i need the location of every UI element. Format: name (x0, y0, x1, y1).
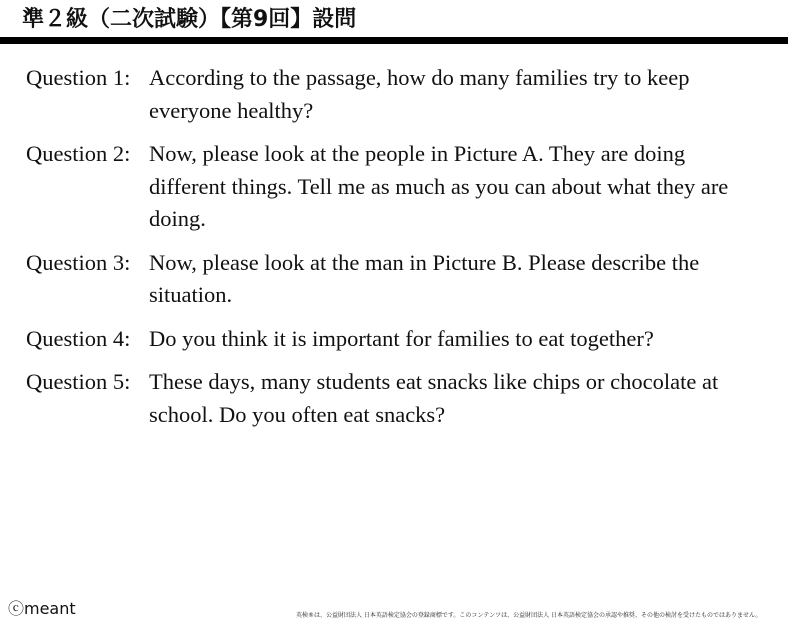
question-label: Question 1: (26, 65, 131, 90)
question-text: According to the passage, how do many families try to keep everyone healthy? (149, 65, 690, 123)
question-text: Now, please look at the man in Picture B. Please describe the situation. (149, 249, 700, 307)
trademark-notice: 英検®は、公益財団法人 日本英語検定協会の登録商標です。このコンテンツは、公益財団法人 日本英語検定協会の承認や推奨、その他の検討を受けたものではありません。 (296, 612, 762, 619)
question-3 (26, 247, 766, 312)
question-list (26, 62, 766, 442)
page-title: 準２級（二次試験）【第9回】設問 (22, 7, 357, 32)
question-label: Question 2: (26, 141, 131, 166)
question-text: Do you think it is important for families to eat together? (149, 325, 654, 351)
question-5 (26, 366, 766, 431)
question-label: Question 3: (26, 249, 131, 275)
question-2 (26, 138, 766, 236)
question-text: Now, please look at the people in Picture A. They are doing different things. Tell me as much as you can about what they are doing. (149, 141, 729, 231)
question-1 (26, 62, 766, 127)
question-text: These days, many students eat snacks like chips or chocolate at school. Do you often eat snacks? (149, 369, 719, 427)
question-4 (26, 323, 766, 356)
title-divider (0, 37, 788, 44)
question-label: Question 4: (26, 325, 131, 351)
question-label: Question 5: (26, 369, 131, 394)
copyright-mark: ⓒmeant (8, 599, 76, 618)
header (0, 0, 788, 46)
